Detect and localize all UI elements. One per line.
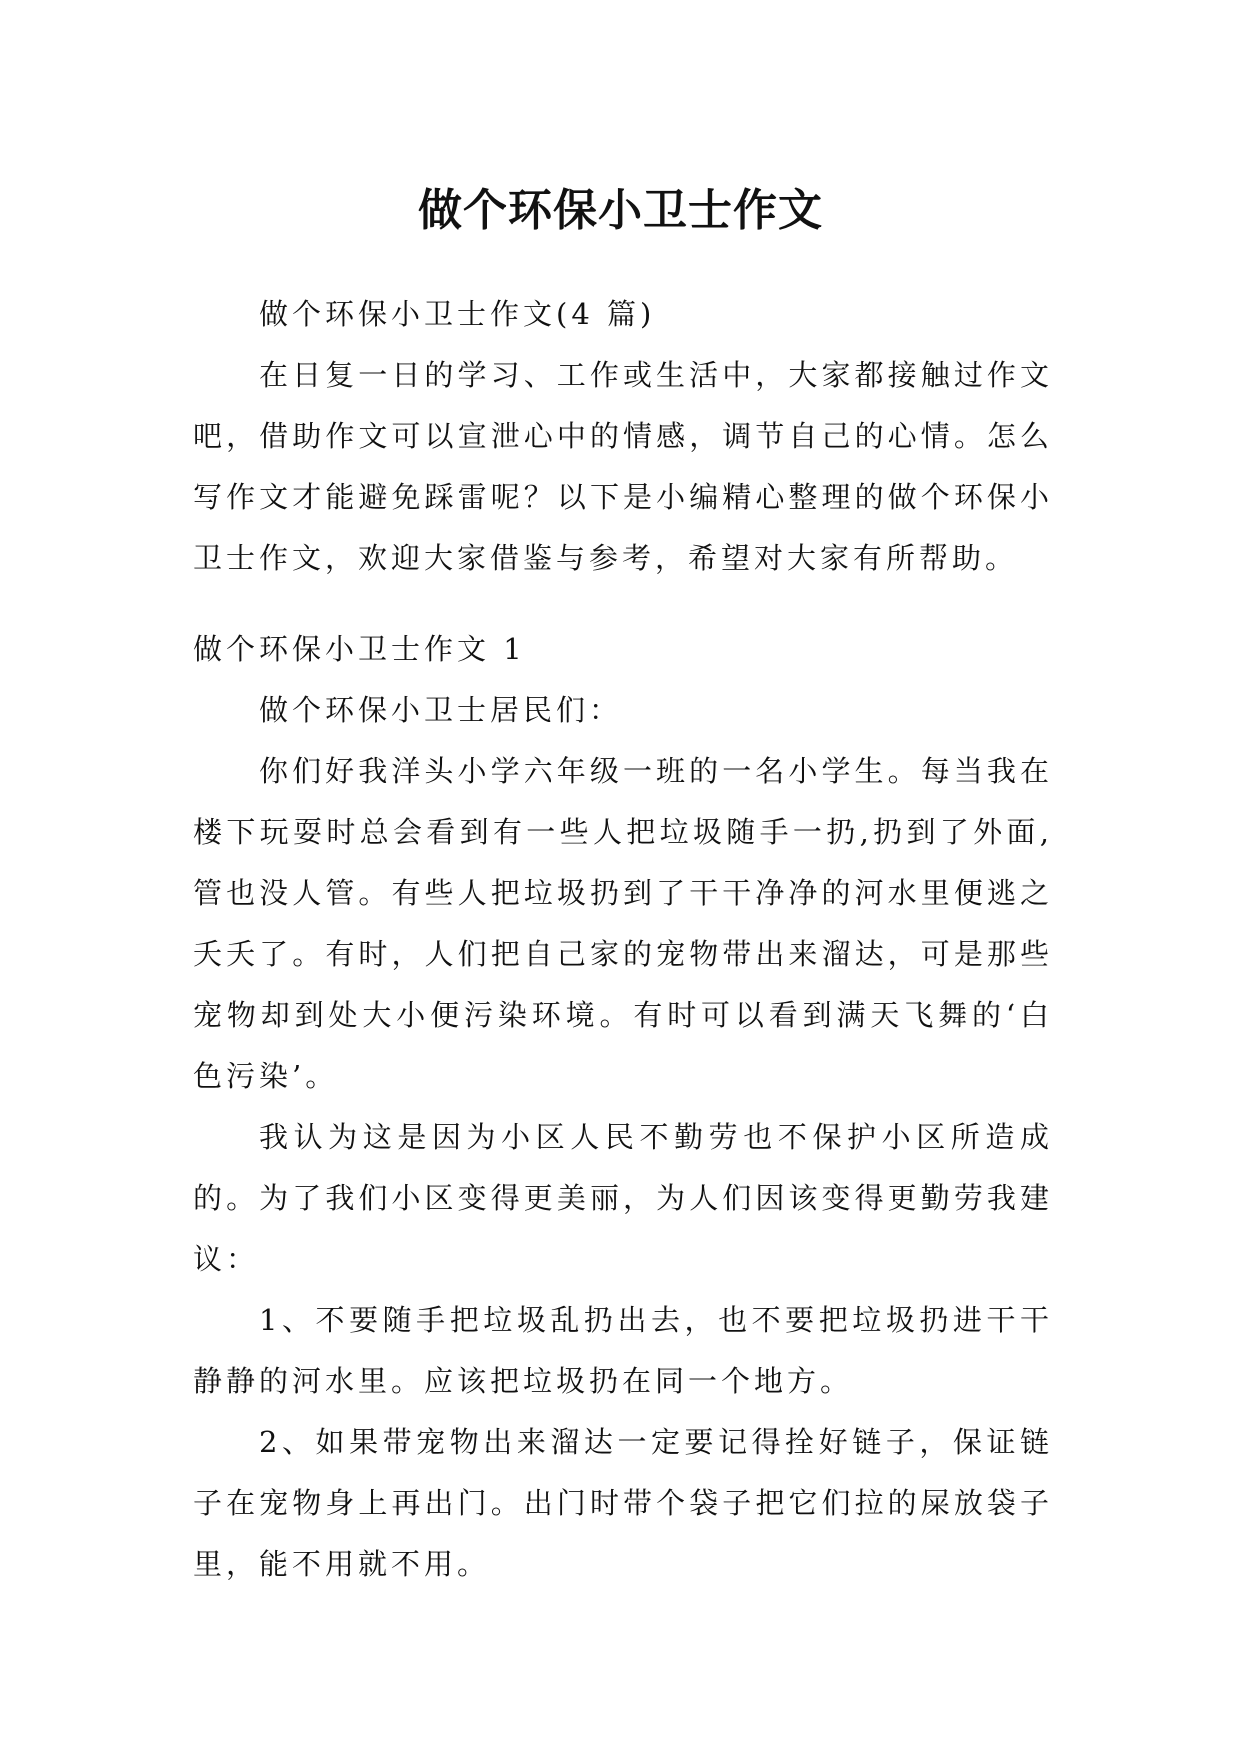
section-heading: 做个环保小卫士作文 1 bbox=[193, 632, 526, 666]
body-paragraph: 1、不要随手把垃圾乱扔出去，也不要把垃圾扔进干干静静的河水里。应该把垃圾扔在同一个地方。 bbox=[193, 1303, 1053, 1398]
document-subtitle: 做个环保小卫士作文(4 篇) bbox=[259, 297, 656, 331]
body-paragraph: 我认为这是因为小区人民不勤劳也不保护小区所造成的。为了我们小区变得更美丽，为人们因该变得更勤劳我建议： bbox=[193, 1120, 1053, 1276]
body-paragraph: 你们好我洋头小学六年级一班的一名小学生。每当我在楼下玩耍时总会看到有一些人把垃圾随手一扔,扔到了外面,管也没人管。有些人把垃圾扔到了干干净净的河水里便逃之夭夭了。有时，人们把自己家的宠物带出来溜达，可是那些宠物却到处大小便污染环境。有时可以看到满天飞舞的‘白色污染’。 bbox=[193, 754, 1053, 1093]
salutation: 做个环保小卫士居民们： bbox=[259, 693, 623, 727]
body-paragraph: 2、如果带宠物出来溜达一定要记得拴好链子，保证链子在宠物身上再出门。出门时带个袋子把它们拉的屎放袋子里，能不用就不用。 bbox=[193, 1425, 1053, 1581]
document-body bbox=[193, 284, 1053, 1595]
intro-paragraph: 在日复一日的学习、工作或生活中，大家都接触过作文吧，借助作文可以宣泄心中的情感，调节自己的心情。怎么写作文才能避免踩雷呢？以下是小编精心整理的做个环保小卫士作文，欢迎大家借鉴与参考，希望对大家有所帮助。 bbox=[193, 358, 1053, 575]
document-title: 做个环保小卫士作文 bbox=[418, 185, 823, 237]
